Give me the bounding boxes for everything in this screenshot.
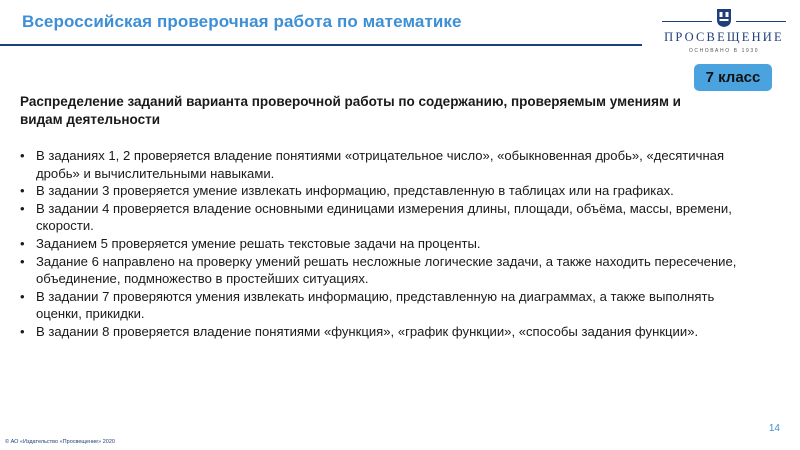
page-header-title: Всероссийская проверочная работа по математике xyxy=(22,12,462,31)
bullet-item: • В задании 4 проверяется владение основными единицами измерения длины, площади, объёма, массы, времени, скорости. xyxy=(20,200,760,235)
page-number: 14 xyxy=(768,423,780,434)
logo-name: ПРОСВЕЩЕНИЕ xyxy=(664,30,784,44)
bullet-item: • В задании 7 проверяются умения извлекать информацию, представленную на диаграммах, а также выполнять оценки, прикидки. xyxy=(20,288,760,323)
shield-emblem-icon xyxy=(716,8,732,28)
header-divider xyxy=(0,44,642,46)
bullet-item: • В заданиях 1, 2 проверяется владение понятиями «отрицательное число», «обыкновенная дробь», «десятичная дробь» и вычислительными навыками. xyxy=(20,147,760,182)
bullet-item: • В задании 8 проверяется владение понятиями «функция», «график функции», «способы задания функции». xyxy=(20,323,760,341)
bullet-item: • Задание 6 направлено на проверку умений решать несложные логические задачи, а также находить пересечение, объединение, подмножество в простейших ситуациях. xyxy=(20,253,760,288)
logo-subtitle: ОСНОВАНО В 1930 xyxy=(688,48,760,54)
bullet-list xyxy=(20,147,760,341)
grade-badge: 7 класс xyxy=(694,64,772,91)
footer-copyright: © АО «Издательство «Просвещение» 2020 xyxy=(5,439,115,445)
bullet-item: • Заданием 5 проверяется умение решать текстовые задачи на проценты. xyxy=(20,235,760,253)
bullet-item: • В задании 3 проверяется умение извлекать информацию, представленную в таблицах или на графиках. xyxy=(20,182,760,200)
logo-line-right xyxy=(736,21,786,22)
section-title: Распределение заданий варианта проверочной работы по содержанию, проверяемым умениям и видам деятельности xyxy=(20,94,681,127)
publisher-logo xyxy=(660,8,788,60)
logo-line-left xyxy=(662,21,712,22)
